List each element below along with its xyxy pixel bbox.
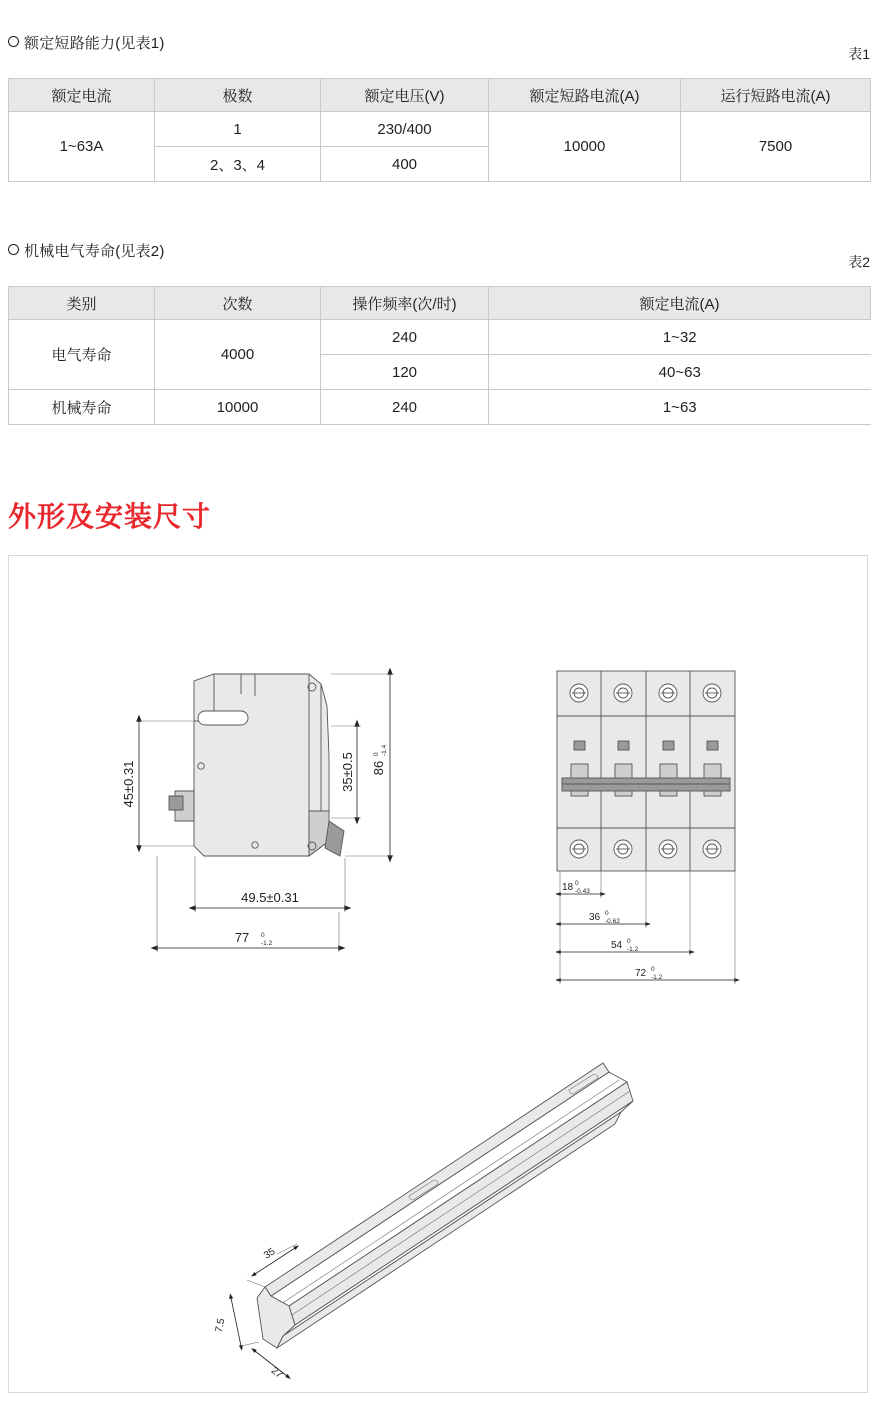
table2-col-current: 额定电流(A) xyxy=(489,287,871,320)
dim-width-36-tol-top: 0 xyxy=(605,910,609,917)
dim-width-54: 54 xyxy=(611,940,623,951)
table2-col-frequency: 操作频率(次/时) xyxy=(321,287,489,320)
table1-cell-service-sc: 7500 xyxy=(681,112,871,182)
section-heading-short-circuit xyxy=(8,32,165,53)
table-row xyxy=(9,390,871,425)
table-short-circuit-capacity xyxy=(8,78,871,182)
table2-cell-cycles-mechanical: 10000 xyxy=(155,390,321,425)
table1-col-current: 额定电流 xyxy=(9,79,155,112)
table1-header-row xyxy=(9,79,871,112)
table2-header-row xyxy=(9,287,871,320)
dim-height-86: 86 xyxy=(371,760,386,776)
dim-depth-49-5: 49.5±0.31 xyxy=(241,890,299,905)
table1-col-poles: 极数 xyxy=(155,79,321,112)
table2-label: 表2 xyxy=(848,254,870,270)
table2-cell-current-1: 1~32 xyxy=(489,320,871,355)
dim-rail-27: 27 xyxy=(268,1365,285,1381)
table2-col-cycles: 次数 xyxy=(155,287,321,320)
dim-width-36-tol-bot: -0.62 xyxy=(605,918,620,925)
section-heading-text: 额定短路能力(见表1) xyxy=(24,35,165,52)
table2-col-category: 类别 xyxy=(9,287,155,320)
table2-cell-frequency-3: 240 xyxy=(321,390,489,425)
table1-cell-voltage-1: 230/400 xyxy=(321,112,489,147)
table2-cell-category-mechanical: 机械寿命 xyxy=(9,390,155,425)
table2-cell-frequency-1: 240 xyxy=(321,320,489,355)
table2-cell-category-electrical: 电气寿命 xyxy=(9,320,155,390)
dim-rail-7-5: 7.5 xyxy=(213,1317,228,1334)
dim-width-36: 36 xyxy=(589,912,601,923)
side-view-drawing xyxy=(121,674,394,952)
table1-label: 表1 xyxy=(848,46,870,62)
table1-cell-poles-1: 1 xyxy=(155,112,321,147)
circle-bullet-icon xyxy=(8,36,19,47)
table-row xyxy=(9,320,871,355)
dim-depth-77-tol-bot: -1.2 xyxy=(261,940,273,947)
table1-cell-poles-2: 2、3、4 xyxy=(155,147,321,182)
table2-cell-frequency-2: 120 xyxy=(321,355,489,390)
section-heading-life xyxy=(8,240,165,261)
dim-height-86-tol-top: 0 xyxy=(373,752,380,756)
dim-depth-77: 77 xyxy=(234,930,250,945)
front-view-drawing xyxy=(557,671,735,984)
dim-width-18-tol-top: 0 xyxy=(575,880,579,887)
table1-col-voltage: 额定电压(V) xyxy=(321,79,489,112)
dim-width-54-tol-top: 0 xyxy=(627,938,631,945)
table2-cell-cycles-electrical: 4000 xyxy=(155,320,321,390)
table1-col-service-sc: 运行短路电流(A) xyxy=(681,79,871,112)
table1-cell-rated-sc: 10000 xyxy=(489,112,681,182)
table1-cell-voltage-2: 400 xyxy=(321,147,489,182)
page-title-dimensions: 外形及安装尺寸 xyxy=(8,501,212,532)
dim-width-72: 72 xyxy=(635,968,647,979)
dim-width-72-tol-top: 0 xyxy=(651,966,655,973)
dim-height-86-tol-bot: -1.4 xyxy=(381,744,388,756)
dim-width-54-tol-bot: -1.2 xyxy=(627,946,639,953)
dim-width-18: 18 xyxy=(562,882,574,893)
table2-cell-current-3: 1~63 xyxy=(489,390,871,425)
dim-width-18-tol-bot: -0.43 xyxy=(575,888,590,895)
table1-cell-current: 1~63A xyxy=(9,112,155,182)
dim-rail-35: 35 xyxy=(261,1246,278,1262)
din-rail-drawing xyxy=(214,1063,633,1381)
dim-height-45: 45±0.31 xyxy=(121,760,136,808)
table1-col-rated-sc: 额定短路电流(A) xyxy=(489,79,681,112)
table2-cell-current-2: 40~63 xyxy=(489,355,871,390)
dim-width-72-tol-bot: -1.2 xyxy=(651,974,663,981)
table-mechanical-electrical-life xyxy=(8,286,871,425)
section-heading-text: 机械电气寿命(见表2) xyxy=(24,243,165,260)
circle-bullet-icon xyxy=(8,244,19,255)
dim-height-35: 35±0.5 xyxy=(340,752,355,792)
table-row xyxy=(9,112,871,147)
dim-depth-77-tol-top: 0 xyxy=(261,932,265,939)
dimension-drawings-panel xyxy=(8,555,868,1393)
